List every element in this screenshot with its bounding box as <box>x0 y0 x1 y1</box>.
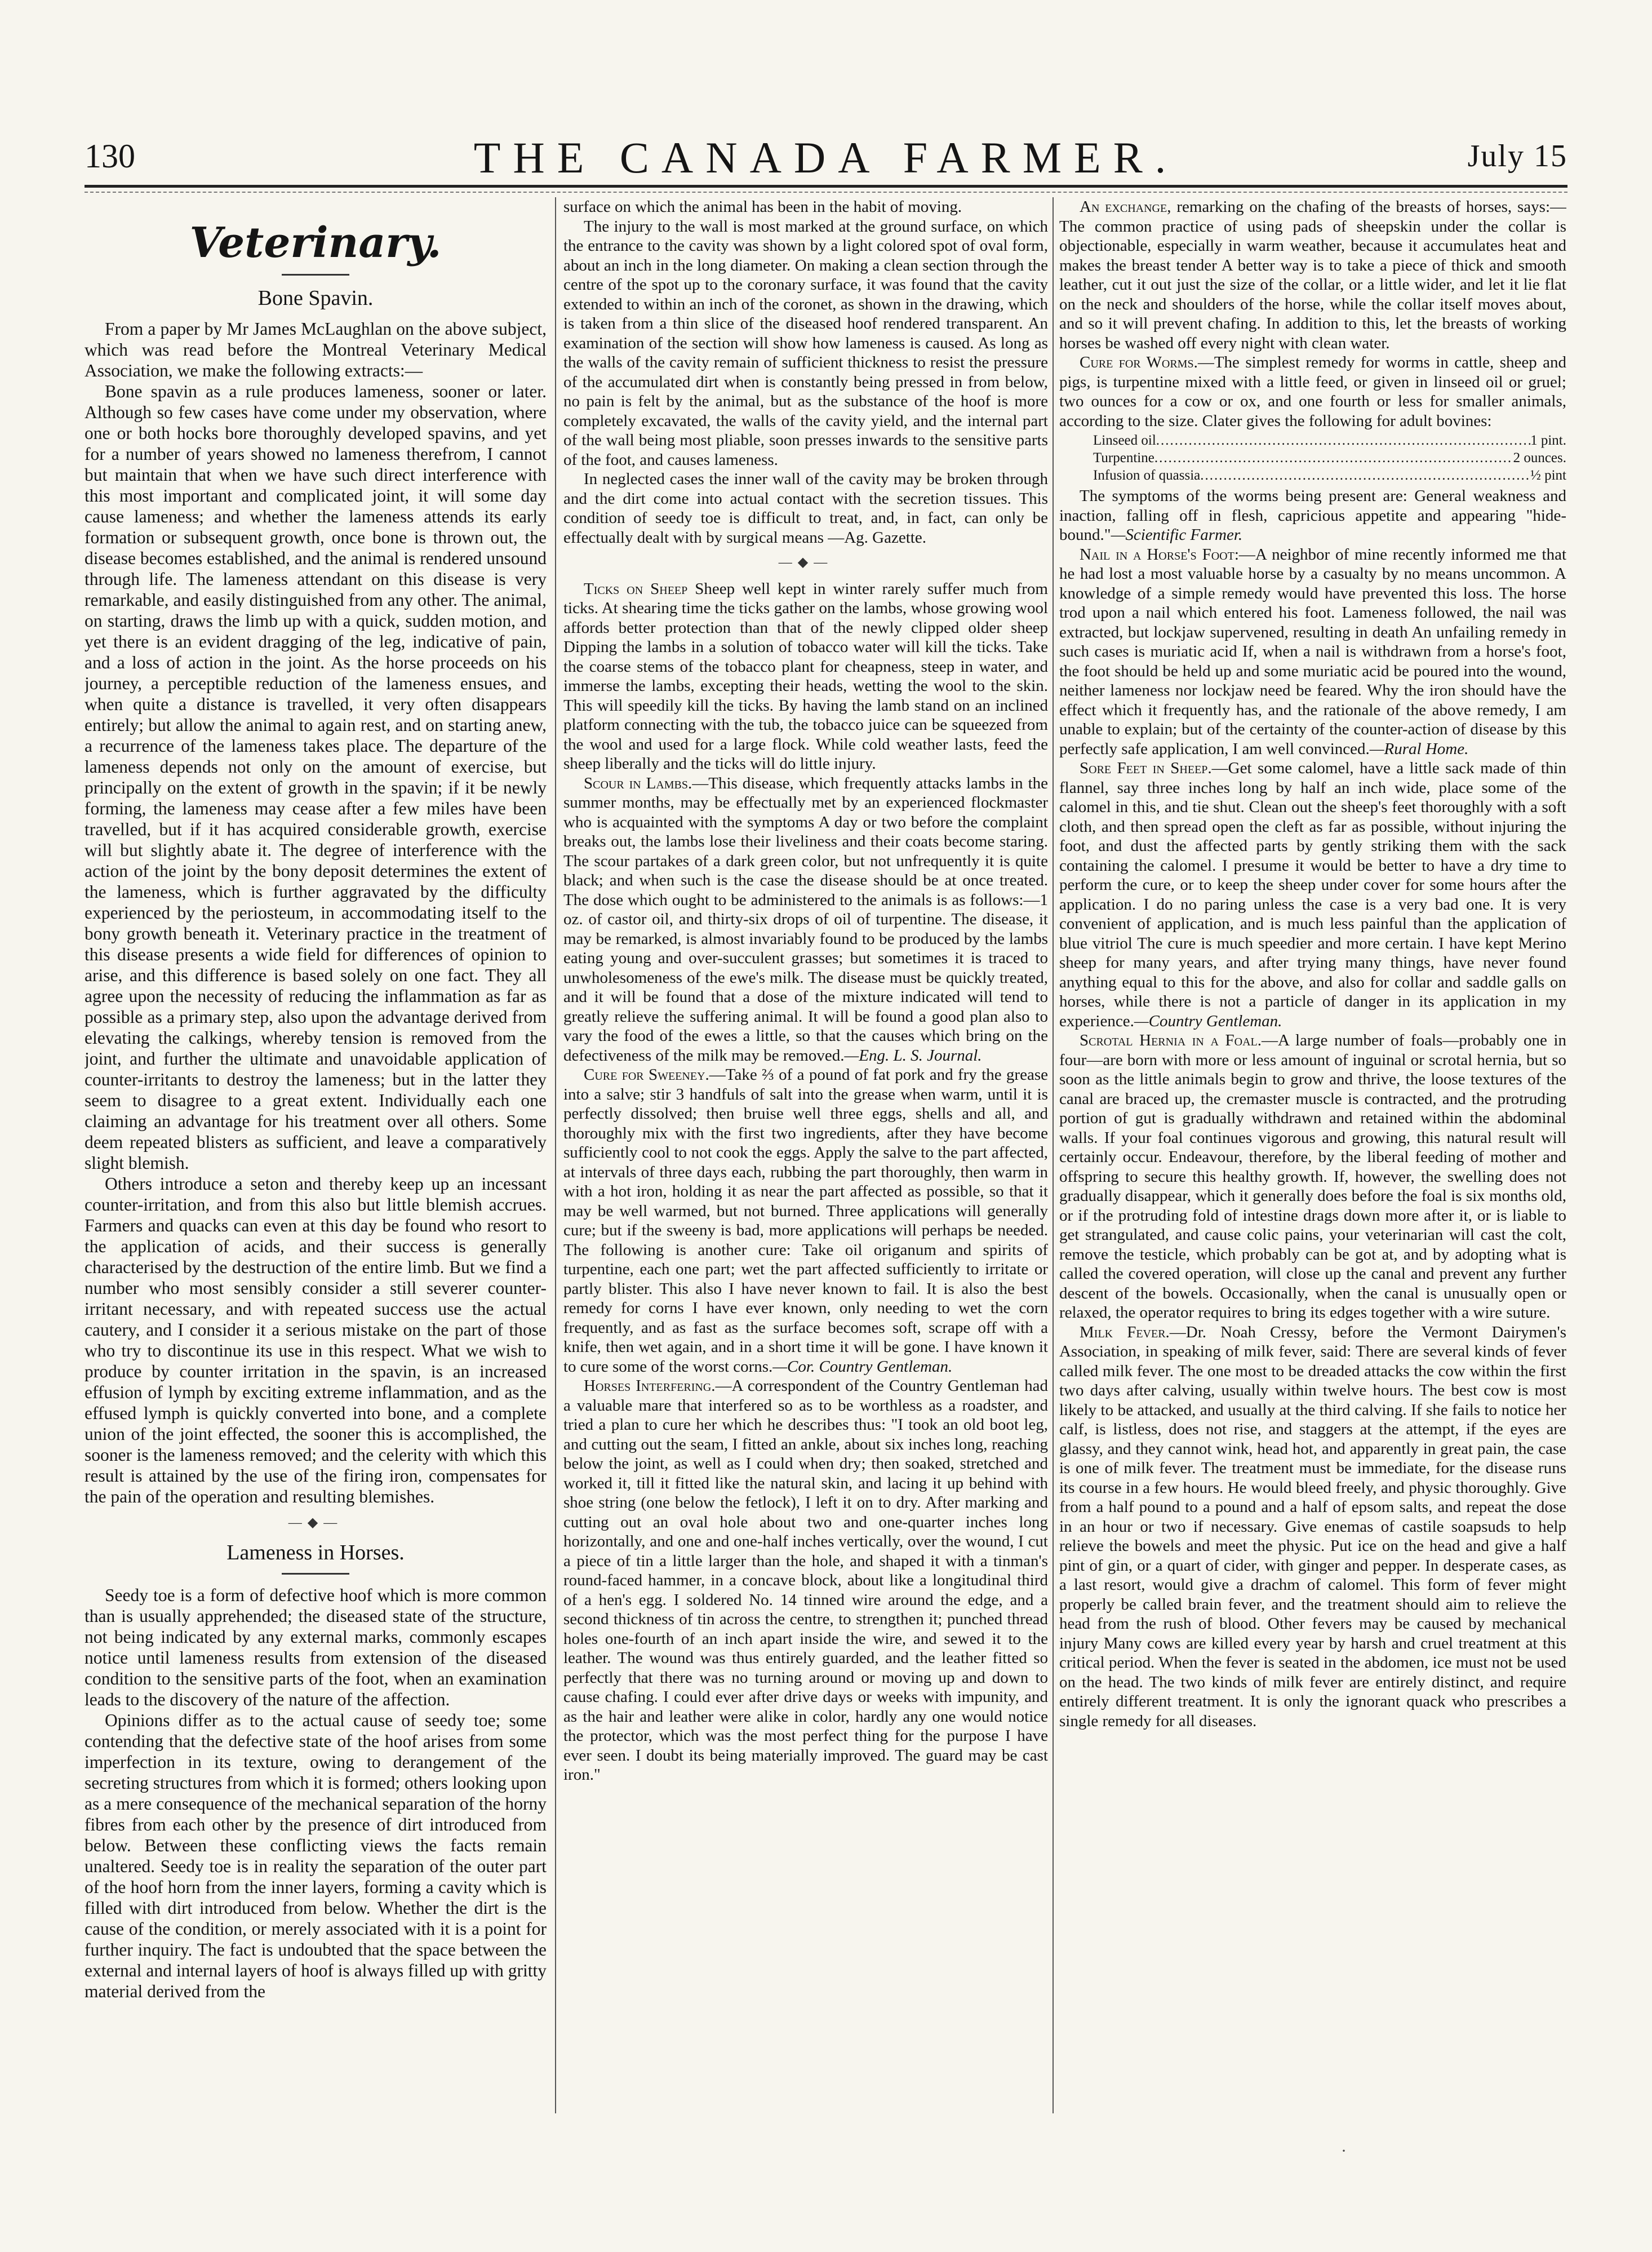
article-source: —Country Gentleman. <box>1134 1012 1282 1030</box>
article-body: —Take ⅔ of a pound of fat pork and fry the grease into a salve; stir 3 handfuls of salt into the grease when warm, until it is perfectly dissolved; then bruise well three eggs, shells and all, and thoroughly mix with the first two ingredients, after they have become sufficiently cool to not cook the eggs. Apply the salve to the part affected, at intervals of three days each, rubbing the part thoroughly, then warm in with a hot iron, holding it as near the part affected as possible, so that it may be well warmed, but not burned. Three applications will generally cure; but if the sweeny is bad, more applications will perhaps be needed. The following is another cure: Take oil origanum and spirits of turpentine, each one part; wet the part affected sufficiently to irritate or partly blister. This also I have never known to fail. It is also the best remedy for corns I have ever known, only needing to wet the corn frequently, and as fast as the surface becomes soft, scrape off with a knife, then wet again, and in a short time it will be gone. I have known it to cure some of the worst corns. <box>563 1066 1048 1376</box>
article-lead: Cure for Worms. <box>1080 353 1198 371</box>
page-number: 130 <box>85 138 135 175</box>
article-body: —The simplest remedy for worms in cattle, sheep and pigs, is turpentine mixed with a little feed, or given in linseed oil or gruel; two ounces for a cow or ox, and one fourth or less for smaller animals, according to the size. Clater gives the following for adult bovines: <box>1059 353 1566 430</box>
article-title: Bone Spavin. <box>257 286 374 310</box>
paragraph: From a paper by Mr James McLaughlan on the above subject, which was read before the Montreal Veterinary Medical Association, we make the following extracts:— <box>85 319 547 380</box>
article-title: Lameness in Horses. <box>227 1541 405 1564</box>
column-1 <box>85 197 547 2113</box>
paragraph: surface on which the animal has been in the habit of moving. <box>563 198 962 216</box>
header-rule <box>85 185 1567 188</box>
article-paragraph <box>1059 353 1566 431</box>
article-body: —A large number of foals—probably one in four—are born with more or less amount of inguinal or scrotal hernia, but so soon as the little animals begin to grow and thrive, the loose textures of the canal are braced up, the cremaster muscle is contracted, and the protruding portion of gut is gradually withdrawn and retained within the abdominal walls. If your foal continues vigorous and growing, this natural result will certainly occur. Endeavour, therefore, by the liberal feeding of mother and offspring to secure this healthy growth. If, however, the swelling does not gradually disappear, which it generally does before the foal is six months old, or if the protruding fold of intestine drags down more after it, or is liable to get strangulated, and cause colic pains, your veterinarian will cast the colt, remove the testicle, which probably can be got at, and by adopting what is called the covered operation, will close up the canal and prevent any further descent of the bowels. Occasionally, when the canal is unusually open or relaxed, the operator requires to bring its edges together with a wire suture. <box>1059 1031 1566 1322</box>
recipe-row <box>1093 467 1566 484</box>
paragraph: The injury to the wall is most marked at the ground surface, on which the entrance to the cavity was shown by a light colored spot of oval form, about an inch in the long diameter. On making a clean section through the centre of the spot up to the coronary surface, it was found that the cavity extended to within an inch of the coronet, as shown in the drawing, which is taken from a thin slice of the diseased hoof rendered transparent. An examination of the section will show how lameness is caused. As long as the walls of the cavity remain of sufficient thickness to resist the pressure of the accumulated dirt when is constantly being pressed in from below, no pain is felt by the animal, but as the substance of the hoof is more completely excavated, the walls of the cavity yield, and the internal part of the wall being most pliable, soon presses inwards to the sensitive parts of the foot, and causes lameness. <box>563 217 1048 469</box>
article-lead: Scrotal Hernia in a Foal. <box>1080 1031 1262 1049</box>
article-body: —Get some calomel, have a little sack made of thin flannel, say three inches long by half an inch wide, place some of the calomel in this, and tie shut. Clean out the sheep's feet thoroughly with a soft cloth, and then spread open the cleft as far as possible, without injuring the foot, and dust the affected parts by gently striking them with the sack containing the calomel. I presume it would be better to have a dry time to perform the cure, or to keep the sheep under cover for some hours after the application. I do no paring unless the case is a very bad one. It is very convenient of application, and is much less painful than the application of blue vitriol The cure is much speedier and more certain. I have kept Merino sheep for many years, and after trying many things, have never found anything equal to this for the above, and also for collar and saddle galls on horses, while there is not a particle of danger in its application in my experience. <box>1059 759 1566 1030</box>
article-body: —This disease, which frequently attacks lambs in the summer months, may be effectually met by an experienced flockmaster who is acquainted with the symptoms A day or two before the complaint breaks out, the lambs lose their liveliness and their coats become staring. The scour partakes of a dark green color, but not unfrequently it is quite black; and when such is the case the disease should be at once treated. The dose which ought to be administered to the animals is as follows:—1 oz. of castor oil, and thirty-six drops of oil of turpentine. The disease, it may be remarked, is almost invariably found to be produced by the lambs eating young and over-succulent grasses; but sometimes it is traced to unwholesomeness of the ewe's milk. The disease must be quickly treated, and it will be found that a dose of the mixture indicated will tend to greatly relieve the suffering animal. It will be found a good plan also to vary the food of the ewes a little, so that the causes which bring on the defectiveness of the milk may be removed. <box>563 774 1048 1065</box>
article-source: —Cor. Country Gentleman. <box>772 1357 953 1376</box>
article-paragraph <box>1059 486 1566 545</box>
issue-date: July 15 <box>1467 139 1567 174</box>
article-body: —Dr. Noah Cressy, before the Vermont Dairymen's Association, in speaking of milk fever, said: There are several kinds of fever called milk fever. The one most to be dreaded attacks the cow within the first two days after calving, usually within twelve hours. The best cow is most likely to be attacked, and usually at the third calving. If she fails to notice her calf, is listless, does not rise, and staggers at the attempt, if the eyes are glassy, and they cannot wink, head hot, and apparently in great pain, the case is one of milk fever. The treatment must be immediate, for the disease runs its course in a few hours. He would bleed freely, and physic thoroughly. Give from a half pound to a pound and a half of epsom salts, and repeat the dose in an hour or two if necessary. Give enemas of castile soapsuds to help relieve the bowels and meet the physic. Put ice on the head and give a half pint of gin, or a quart of cider, with ginger and pepper. In desperate cases, as a last resort, would give a drachm of calomel. This form of fever might properly be called brain fever, and the treatment should aim to relieve the head from the rush of blood. Other fevers may be caused by mechanical injury Many cows are killed every year by harsh and cruel treatment at this critical period. When the fever is seated in the abdomen, ice must not be used on the head. The two kinds of milk fever are entirely distinct, and require entirely different treatment. It is only the ignorant quack who prescribes a single remedy for all diseases. <box>1059 1323 1566 1730</box>
article-lead: Ticks on Sheep <box>584 579 688 598</box>
page-header <box>85 132 1567 183</box>
paragraph: Bone spavin as a rule produces lameness, sooner or later. Although so few cases have come under my observation, where one or both hocks bore thoroughly developed spavins, and yet for a number of years showed no lameness therefrom, I cannot but maintain that when we have such direct interference with this most important and complicated joint, it will some day cause lameness; and whether the lameness attends its early formation or subsequent growth, once bone is thrown out, the disease becomes established, and the animal is rendered unsound through life. The lameness attendant on this disease is very remarkable, and easily distinguished from any other. The animal, on starting, draws the limb up with a quick, sudden motion, and yet there is an evident dragging of the leg, indicative of pain, and a loss of action in the joint. As the horse proceeds on his journey, a perceptible reduction of the lameness ensues, and when quite a distance is travelled, it very often disappears entirely; but allow the animal to again rest, and on starting anew, a recurrence of the lameness takes place. The departure of the lameness depends not only on the amount of exercise, but principally on the extent of growth in the spavin; if it be newly forming, the lameness may cease after a few miles have been travelled, but if it has acquired considerable growth, exercise will but slightly abate it. The degree of interference with the action of the joint by the bony deposit determines the extent of the lameness, which is further aggravated by the difficulty experienced by the periosteum, in accommodating itself to the bony growth beneath it. Veterinary practice in the treatment of this disease presents a wide field for differences of opinion to arise, and this difference is based solely on one fact. They all agree upon the necessity of reducing the inflammation as far as possible as a primary step, also upon the advantage derived from elevating the calkings, whereby tension is removed from the joint, and further the ultimate and unavoidable application of counter-irritants to destroy the lameness; but in the latter they seem to disagree to a great extent. Individually each one claiming an advantage for his treatment over all others. Some deem repeated blisters as sufficient, and leave a comparatively slight blemish. <box>85 382 547 1173</box>
article-body: Sheep well kept in winter rarely suffer much from ticks. At shearing time the ticks gather on the lambs, whose growing wool affords better protection than that of the newly clipped older sheep Dipping the lambs in a solution of tobacco water will kill the ticks. Take the coarse stems of the tobacco plant for cheapness, steep in water, and immerse the lambs, excepting their heads, wetting the wool to the skin. This will speedily kill the ticks. By having the lamb stand on an inclined platform connecting with the tub, the tobacco juice can be squeezed from the wool and used for a large flock. While cold weather lasts, feed the sheep liberally and the ticks will do little injury. <box>563 579 1048 773</box>
column-divider <box>555 197 556 2113</box>
column-divider <box>1053 197 1054 2113</box>
print-mark: · <box>1341 2142 1347 2160</box>
article-lead: Scour in Lambs. <box>584 774 692 792</box>
article-lead: Horses Interfering. <box>584 1377 716 1395</box>
article-body: —A correspondent of the Country Gentleman had a valuable mare that interfered so as to be worthless as a roadster, and tried a plan to cure her which he describes thus: "I took an old boot leg, and cutting out the seam, I fitted an ankle, about six inches long, reaching below the joint, as well as I could when dry; then soaked, stretched and worked it, till it fitted like the natural skin, and lacing it up behind with shoe string (one below the fetlock), I left it on to dry. After marking and cutting out an oval hole about two and one-quarter inches long horizontally, and one and one-half inches vertically, over the wound, I cut a piece of tin a little larger than the hole, and shaped it with a tinman's round-faced hammer, in a concave block, about like a longitudinal third of a hen's egg. I soldered No. 14 tinned wire around the edge, and a second thickness of tin across the centre, to strengthen it; punched thread holes one-fourth of an inch apart inside the wire, and sewed it to the leather. The wound was thus entirely guarded, and the leather fitted so perfectly that there was no turning around or moving up and down to cause chafing. I could ever after drive days or weeks with impunity, and as the hair and leather were alike in color, hardly any one would notice the protector, which was the most perfect thing for the purpose I have ever seen. I doubt its being materially improved. The guard may be cast iron." <box>563 1377 1048 1784</box>
paragraph: In neglected cases the inner wall of the cavity may be broken through and the dirt come into actual contact with the secretion tissues. This condition of seedy toe is difficult to treat, and, in fact, can only be effectually dealt with by surgical means —Ag. Gazette. <box>563 470 1048 547</box>
header-subrule <box>85 192 1567 193</box>
recipe-amount: ½ pint <box>1530 468 1566 483</box>
column-3 <box>1059 197 1566 2113</box>
article-paragraph <box>563 774 1048 1066</box>
article-paragraph <box>563 579 1048 774</box>
department-heading: Veterinary. <box>189 219 442 267</box>
recipe-item: Linseed oil <box>1093 433 1156 448</box>
paragraph: Opinions differ as to the actual cause of seedy toe; some contending that the defective state of the hoof arises from some imperfection in its texture, owing to derangement of the secreting structures from which it is formed; others looking upon as a mere consequence of the mechanical separation of the horny fibres from each other by the presence of dirt introduced from below. Between these conflicting views the facts remain unaltered. Seedy toe is in reality the separation of the outer part of the hoof horn from the inner layers, forming a cavity which is filled with dirt introduced from below. Whether the dirt is the cause of the condition, or merely associated with it is a point for further inquiry. The fact is undoubted that the space between the external and internal layers of hoof is always filled up with gritty material derived from the <box>85 1710 547 2001</box>
recipe-item: Infusion of quassia <box>1093 468 1201 483</box>
article-paragraph <box>1059 1323 1566 1731</box>
newspaper-title: THE CANADA FARMER. <box>473 133 1179 182</box>
article-lead: Milk Fever. <box>1080 1323 1170 1341</box>
article-lead: Sore Feet in Sheep. <box>1080 759 1212 777</box>
heading-rule <box>282 274 349 276</box>
column-2 <box>563 197 1048 2113</box>
recipe-row <box>1093 449 1566 467</box>
recipe-list <box>1093 432 1566 484</box>
article-paragraph <box>563 1065 1048 1376</box>
paragraph: Seedy toe is a form of defective hoof which is more common than is usually apprehended; the diseased state of the structure, not being indicated by any external marks, commonly escapes notice until lameness results from extension of the diseased condition to the sensitive parts of the foot, when an examination leads to the discovery of the nature of the affection. <box>85 1585 547 1709</box>
article-paragraph <box>563 1376 1048 1785</box>
article-paragraph <box>1059 759 1566 1031</box>
recipe-item: Turpentine <box>1093 450 1154 466</box>
article-source: —Eng. L. S. Journal. <box>844 1046 982 1065</box>
article-body: remarking on the chafing of the breasts of horses, says:—The common practice of using pads of sheepskin under the collar is objectionable, especially in warm weather, because it accumulates heat and makes the breast tender A better way is to take a piece of thick and smooth leather, cut it out just the size of the collar, or a little wider, and let it lie flat on the neck and shoulders of the horse, while the collar itself moves about, and so it will prevent chafing. In addition to this, let the breasts of working horses be washed off every night with clean water. <box>1059 198 1566 352</box>
article-paragraph <box>1059 1031 1566 1323</box>
article-source: —Rural Home. <box>1369 739 1469 758</box>
recipe-amount: 2 ounces. <box>1513 450 1566 466</box>
heading-rule <box>282 1573 349 1575</box>
article-body: —A neighbor of mine recently informed me that he had lost a most valuable horse by a casualty by no means uncommon. A knowledge of a simple remedy would have prevented this loss. The horse trod upon a nail which entered his foot. Lameness followed, the nail was extracted, but lockjaw supervened, resulting in death An unfailing remedy in such cases is muriatic acid If, when a nail is withdrawn from a horse's foot, the foot should be held up and some muriatic acid be poured into the wound, neither lameness nor lockjaw need be feared. Why the iron should have the effect which it frequently has, and the rationale of the above remedy, I am unable to explain; but of the certainty of the counter-action of disease by this perfectly safe application, I am well convinced. <box>1059 545 1566 758</box>
recipe-amount: 1 pint. <box>1530 433 1566 448</box>
article-source: —Scientific Farmer. <box>1111 526 1243 544</box>
section-divider: —◆— <box>288 1515 343 1530</box>
recipe-row <box>1093 432 1566 449</box>
article-paragraph <box>1059 197 1566 353</box>
article-paragraph <box>1059 545 1566 759</box>
article-lead: An exchange, <box>1080 198 1171 216</box>
section-divider: —◆— <box>778 555 833 570</box>
article-body: The symptoms of the worms being present are: General weakness and inaction, falling off in flesh, capricious appetite and appearing "hide-bound." <box>1059 487 1566 544</box>
paragraph: Others introduce a seton and thereby keep up an incessant counter-irritation, and from this also but little blemish accrues. Farmers and quacks can even at this day be found who resort to the application of acids, and their success is generally characterised by the destruction of the entire limb. But we find a number who most sensibly consider a still severer counter-irritant necessary, and with repeated success use the actual cautery, and I consider it a serious mistake on the part of those who try to discontinue its use in this respect. What we wish to produce by counter irritation in the spavin, is an increased effusion of lymph by exciting extreme inflammation, and as the effused lymph is quickly converted into bone, and a complete union of the joint effected, the sooner this is accomplished, the sooner is the lameness removed; and the celerity with which this result is attained by the use of the firing iron, compensates for the pain of the operation and resulting blemishes. <box>85 1174 547 1506</box>
article-lead: Cure for Sweeney. <box>584 1066 709 1084</box>
article-lead: Nail in a Horse's Foot: <box>1080 545 1239 564</box>
